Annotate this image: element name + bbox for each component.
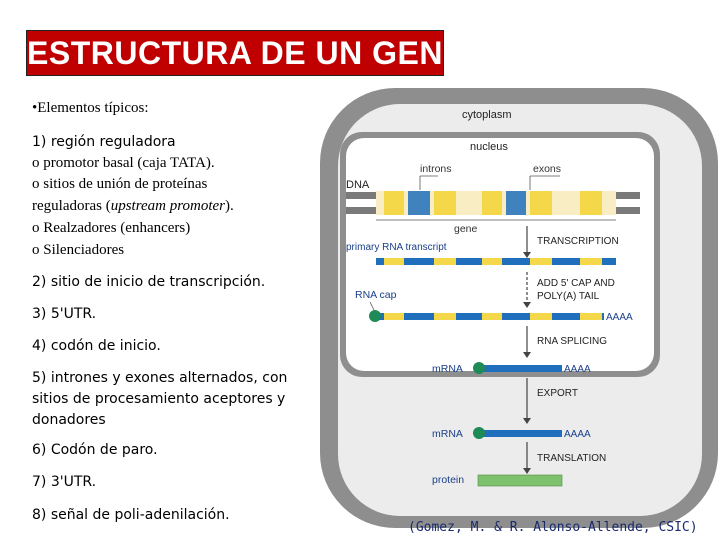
slide-title: ESTRUCTURA DE UN GEN <box>26 30 444 76</box>
add-cap-label-1: ADD 5' CAP AND <box>537 278 615 289</box>
protein-bar <box>478 475 562 486</box>
nucleus-interior <box>346 138 654 371</box>
item-introns-exons-line1: 5) intrones y exones alternados, con <box>32 370 288 386</box>
primary-rna-exon <box>580 258 602 265</box>
dna-exon <box>434 191 456 215</box>
bullet-enhancers: o Realzadores (enhancers) <box>32 220 191 236</box>
capped-rna-exon <box>580 313 602 320</box>
primary-rna-exon <box>434 258 456 265</box>
rna-cap-icon <box>369 310 381 322</box>
item-introns-exons-line2: sitios de procesamiento aceptores y <box>32 391 286 407</box>
poly-a-tail-3: AAAA <box>564 429 591 440</box>
credit-citation: (Gomez, M. & R. Alonso-Allende, CSIC) <box>408 520 698 535</box>
dna-exon-blue <box>506 191 526 215</box>
bullet-protein-binding-sites: o sitios de unión de proteínas <box>32 176 208 192</box>
item-stop-codon: 6) Codón de paro. <box>32 442 158 458</box>
primary-rna-label: primary RNA transcript <box>346 242 447 253</box>
dna-label: DNA <box>346 179 370 191</box>
item-introns-exons-line3: donadores <box>32 412 106 428</box>
mrna-label-cytoplasm: mRNA <box>432 428 463 440</box>
translation-label: TRANSLATION <box>537 453 607 464</box>
dna-exon <box>384 191 404 215</box>
capped-rna-exon <box>434 313 456 320</box>
capped-rna-exon <box>530 313 552 320</box>
mrna-label-nucleus: mRNA <box>432 363 463 375</box>
primary-rna-exon <box>482 258 502 265</box>
mrna-nucleus <box>478 365 562 372</box>
mrna-cytoplasm <box>478 430 562 437</box>
heading-regulatory-region: 1) región reguladora <box>32 134 176 150</box>
poly-a-tail-2: AAAA <box>564 364 591 375</box>
add-cap-label-2: POLY(A) TAIL <box>537 291 600 302</box>
dna-exon-blue <box>408 191 430 215</box>
item-transcription-start: 2) sitio de inicio de transcripción. <box>32 274 266 290</box>
primary-rna-exon <box>530 258 552 265</box>
item-5utr: 3) 5'UTR. <box>32 306 97 322</box>
item-start-codon: 4) codón de inicio. <box>32 338 161 354</box>
export-label: EXPORT <box>537 388 578 399</box>
bullet-basal-promoter: o promotor basal (caja TATA). <box>32 155 215 171</box>
item-polyadenylation: 8) señal de poli-adenilación. <box>32 507 230 523</box>
poly-a-tail-1: AAAA <box>606 312 633 323</box>
capped-rna-exon <box>384 313 404 320</box>
dna-exon <box>482 191 502 215</box>
rna-splicing-label: RNA SPLICING <box>537 336 608 347</box>
introns-label: introns <box>420 163 452 175</box>
protein-label: protein <box>432 474 465 486</box>
item-3utr: 7) 3'UTR. <box>32 474 97 490</box>
transcription-label: TRANSCRIPTION <box>537 236 619 247</box>
mrna-cytoplasm-cap-icon <box>473 427 485 439</box>
dna-exon <box>530 191 552 215</box>
dna-exon <box>580 191 602 215</box>
mrna-cap-icon <box>473 362 485 374</box>
subtitle: •Elementos típicos: <box>32 100 149 116</box>
capped-rna-exon <box>482 313 502 320</box>
bullet-silencers: o Silenciadores <box>32 242 125 258</box>
cytoplasm-label: cytoplasm <box>462 109 512 121</box>
regulatory-prefix: reguladoras ( <box>32 198 111 214</box>
rna-cap-label: RNA cap <box>355 289 397 301</box>
regulatory-suffix: ). <box>225 198 234 214</box>
nucleus-label: nucleus <box>470 141 508 153</box>
upstream-promoter-text: upstream promoter <box>110 198 226 214</box>
primary-rna-exon <box>384 258 404 265</box>
exons-label: exons <box>533 163 562 175</box>
gene-label: gene <box>454 223 478 235</box>
